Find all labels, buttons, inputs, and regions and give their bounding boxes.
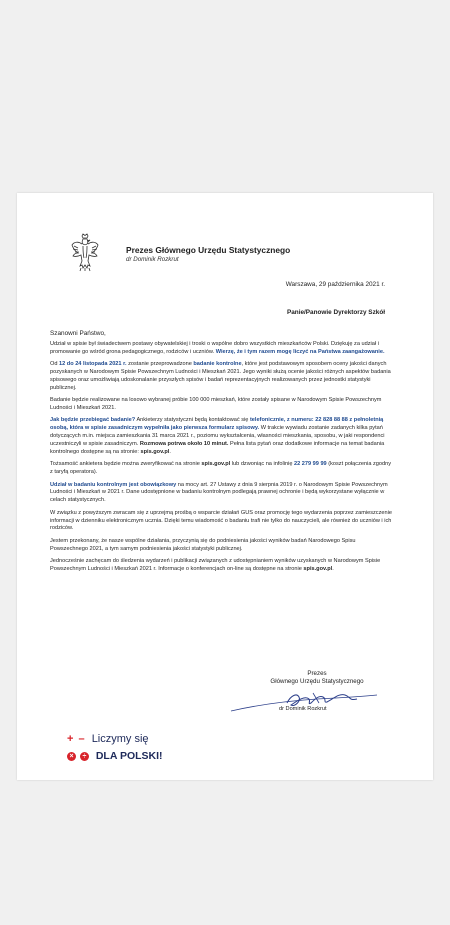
sender-name: dr Dominik Rozkrut (126, 256, 179, 263)
paragraph-4-text-d: W trakcie wywiadu zostanie zadanych kilka pytań dotyczących m.in. miejsca zamieszkania 31 marca 2021 r., poziomu wykształcenia, własności mieszkania, sposobu, w jaki respondenci uczestniczyli w spisie zasadniczym. (50, 425, 385, 448)
phone-contact-info: telefonicznie, z numeru: 22 828 88 88 z pełnoletnią osobą, która w spisie zasadniczym wypełniła jako pierwsza formularz spisowy. (50, 417, 384, 432)
polish-eagle-emblem-icon (69, 233, 101, 273)
paragraph-1 (50, 341, 395, 357)
paragraph-9-end: . (332, 565, 334, 572)
signature-role: Prezes (307, 670, 327, 677)
hotline-number: 22 279 99 99 (294, 461, 327, 468)
logo-minus-icon: – (78, 733, 85, 745)
signature-institution: Głównego Urzędu Statystycznego (270, 678, 364, 685)
paragraph-9-text-a: Jednocześnie zachęcam do śledzenia wydarzeń i publikacji związanych z udostępnianiem wyników uzyskanych w Narodowym Spisie Powszechnym Ludności i Mieszkań 2021 r. Informacje o konferencjach on-line są dostępne na stronie (50, 557, 381, 572)
paragraph-4-text-b: Ankieterzy statystyczni będą kontaktować się (136, 417, 249, 424)
paragraph-2-text-e: , które jest podstawowym sposobem oceny jakości danych pozyskanych w Narodowym Spisie Powszechnym Ludności i Mieszkań 2021. Jego wyniki służą ocenie jakości różnych aspektów badania spisowego oraz umożliwiają udoskonalanie przyszłych spisów i badań reprezentacyjnych realizowanych przez jednostki statystyki publicznej. (50, 361, 391, 391)
paragraph-4-question: Jak będzie przebiegać badanie? (50, 417, 136, 424)
paragraph-4-text-f: Pełna lista pytań oraz dodatkowe informacje na temat badania kontrolnego dostępne są na stronie: (50, 441, 385, 456)
signature-name: dr Dominik Rozkrut (279, 706, 327, 712)
logo-line-1: Liczymy się (91, 733, 149, 745)
logo-line-2: DLA POLSKI! (95, 750, 163, 762)
paragraph-7: W związku z powyższym zwracam się z uprzejmą prośbą o wsparcie działań GUS oraz promocję tego wydarzenia poprzez zamieszczenie informacji w dzienniku elektronicznym ucznia. Dzięki temu wiadomość o badaniu trafi nie tylko do nauczycieli, ale również do uczniów i ich rodziców. (50, 509, 392, 532)
paragraph-2-text-a: Od (50, 361, 58, 368)
paragraph-8: Jestem przekonany, że nasze wspólne działania, przyczynią się do podniesienia jakości wyników badań Narodowego Spisu Powszechnego 2021, a tym samym podniesienia jakości statystyki publicznej. (50, 537, 356, 552)
paragraph-5-text-c: lub dzwoniąc na infolinię (231, 461, 293, 468)
paragraph-3: Badanie będzie realizowane na losowo wybranej próbie 100 000 mieszkań, które zostały spisane w Narodowym Spisie Powszechnym Ludności i Mieszkań 2021. (50, 397, 382, 412)
census-logo (67, 733, 167, 773)
call-duration: Rozmowa potrwa około 10 minut. (139, 441, 229, 448)
letter-body (50, 341, 395, 578)
survey-dates: 12 do 24 listopada 2021 r. (59, 361, 127, 368)
spis-link-2[interactable]: spis.gov.pl (201, 461, 231, 468)
letter-page (17, 193, 433, 780)
logo-plus-icon: + (67, 733, 74, 745)
paragraph-1-emphasis: Wierzę, że i tym razem mogę liczyć na Państwa zaangażowanie. (215, 348, 385, 355)
paragraph-6 (50, 482, 395, 506)
paragraph-9 (50, 558, 395, 574)
spis-link-3[interactable]: spis.gov.pl (303, 565, 333, 572)
mandatory-notice: Udział w badaniu kontrolnym jest obowiązkowy (50, 481, 177, 488)
control-survey-term: badanie kontrolne (193, 361, 242, 368)
paragraph-4-end: . (169, 449, 171, 456)
spis-link-1[interactable]: spis.gov.pl (140, 449, 170, 456)
paragraph-6-text-b: na mocy art. 27 Ustawy z dnia 9 sierpnia 2019 r. o Narodowym Spisie Powszechnym Ludności i Mieszkań w 2021 r. Dane udostępnione w badaniu kontrolnym podlegają prawnej ochronie i będą wykorzystane wyłącznie w celach statystycznych. (50, 481, 388, 504)
paragraph-5 (50, 461, 395, 477)
salutation: Szanowni Państwo, (50, 330, 106, 337)
addressee: Panie/Panowie Dyrektorzy Szkół (286, 309, 385, 316)
paragraph-1-text: Udział w spisie był świadectwem postawy obywatelskiej i troski o wspólne dobro wszystkich mieszkańców Polski. Dziękuję za udział i promowanie go wśród grona pedagogicznego, rodziców i uczniów. (50, 341, 379, 355)
paragraph-5-text-e: (koszt połączenia zgodny z taryfą operatora). (50, 461, 392, 476)
logo-divide-icon: ÷ (80, 752, 89, 761)
logo-multiply-icon: × (67, 752, 76, 761)
signature-block (252, 670, 382, 686)
paragraph-4 (50, 417, 395, 457)
paragraph-5-text-a: Tożsamość ankietera będzie można zweryfikować na stronie (50, 461, 200, 468)
paragraph-2-text-c: zostanie przeprowadzone (128, 361, 192, 368)
paragraph-2 (50, 361, 395, 393)
letter-date: Warszawa, 29 października 2021 r. (285, 281, 385, 288)
sender-title: Prezes Głównego Urzędu Statystycznego (126, 245, 291, 255)
